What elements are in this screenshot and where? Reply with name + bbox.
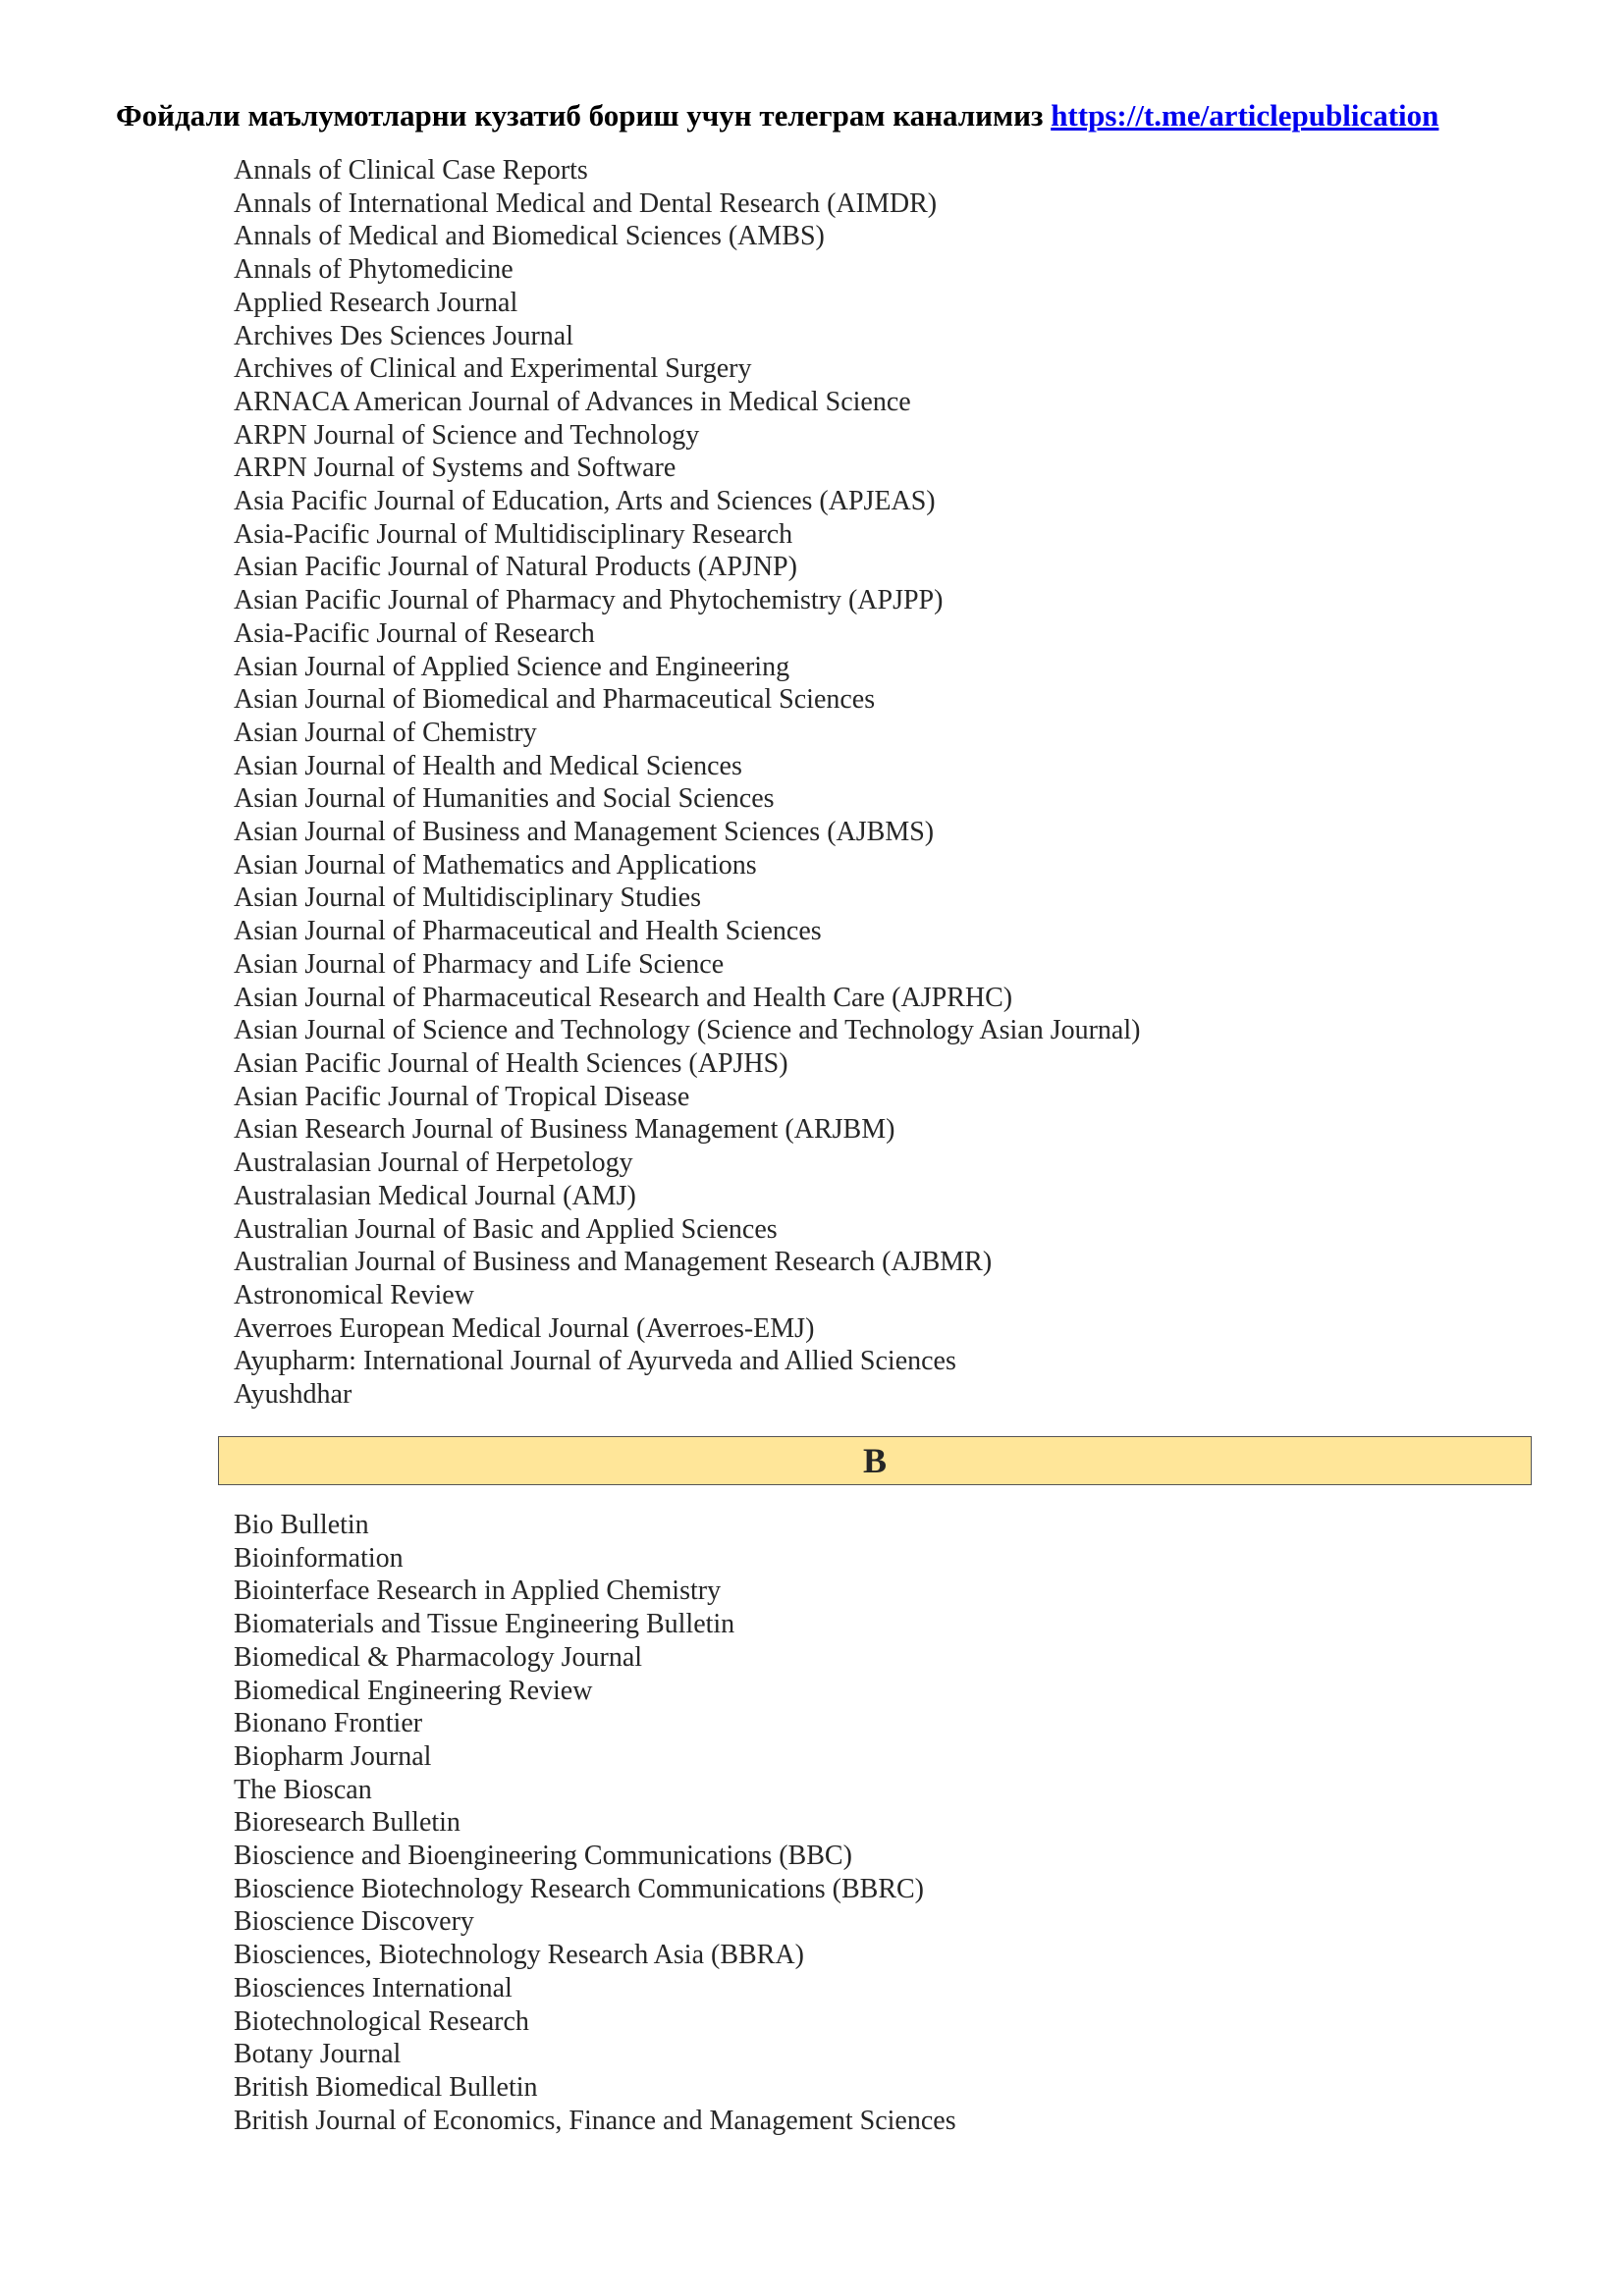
section-header-b	[218, 1436, 1532, 1485]
journal-list-item: Asian Journal of Pharmaceutical Research and Health Care (AJPRHC)	[234, 982, 1013, 1013]
journal-list-item: Asian Pacific Journal of Pharmacy and Phytochemistry (APJPP)	[234, 585, 944, 616]
journal-list-item: Asian Journal of Biomedical and Pharmaceutical Sciences	[234, 684, 876, 716]
journal-list-item: Biotechnological Research	[234, 2005, 529, 2037]
journal-list-item: Asia-Pacific Journal of Research	[234, 617, 595, 649]
journal-list-item: Asia-Pacific Journal of Multidisciplinary Research	[234, 518, 793, 550]
journal-list-item: Australasian Journal of Herpetology	[234, 1148, 633, 1179]
journal-list-item: Averroes European Medical Journal (Averroes-EMJ)	[234, 1312, 815, 1344]
journal-list-item: ARNACA American Journal of Advances in Medical Science	[234, 386, 911, 417]
journal-list-item: Asian Journal of Humanities and Social Sciences	[234, 783, 775, 815]
journal-list-item: Asian Journal of Health and Medical Sciences	[234, 750, 742, 781]
journal-list-item: Asian Journal of Applied Science and Engineering	[234, 651, 790, 682]
page-header	[116, 94, 1559, 137]
journal-list-item: Asian Journal of Mathematics and Applications	[234, 849, 757, 881]
journal-list-item: Biopharm Journal	[234, 1740, 432, 1772]
journal-list-item: Asia Pacific Journal of Education, Arts and Sciences (APJEAS)	[234, 486, 936, 517]
journal-list-item: ARPN Journal of Systems and Software	[234, 453, 677, 484]
journal-list-item: Asian Pacific Journal of Health Sciences (APJHS)	[234, 1047, 788, 1079]
telegram-channel-link[interactable]: https://t.me/articlepublication	[1051, 98, 1439, 133]
journal-list-item: Bio Bulletin	[234, 1510, 369, 1540]
journal-list-item: Bioscience Biotechnology Research Communications (BBRC)	[234, 1873, 924, 1904]
journal-list-item: Biointerface Research in Applied Chemistry	[234, 1575, 722, 1607]
journal-list-item: Applied Research Journal	[234, 287, 518, 318]
journal-list-item: Asian Journal of Pharmaceutical and Health Sciences	[234, 916, 822, 947]
journal-list-item: Asian Journal of Pharmacy and Life Science	[234, 948, 725, 980]
journal-list-item: Annals of Clinical Case Reports	[234, 155, 588, 186]
journal-list-item: Bioinformation	[234, 1542, 404, 1574]
section-letter: B	[862, 1441, 887, 1480]
journal-list-item: Asian Pacific Journal of Tropical Disease	[234, 1081, 690, 1112]
journal-list-item: Annals of Medical and Biomedical Sciences (AMBS)	[234, 221, 825, 252]
journal-list-item: Asian Research Journal of Business Management (ARJBM)	[234, 1114, 895, 1146]
journal-list-item: Bioresearch Bulletin	[234, 1807, 460, 1839]
journal-list-item: Australian Journal of Business and Management Research (AJBMR)	[234, 1247, 993, 1278]
journal-list-item: The Bioscan	[234, 1774, 372, 1805]
journal-list-item: Ayupharm: International Journal of Ayurveda and Allied Sciences	[234, 1346, 956, 1377]
journal-list-b	[234, 1509, 956, 2137]
journal-list-item: Australian Journal of Basic and Applied Sciences	[234, 1213, 778, 1245]
journal-list-item: Biosciences International	[234, 1972, 513, 2003]
journal-list-item: Annals of International Medical and Dental Research (AIMDR)	[234, 187, 938, 219]
journal-list-item: ARPN Journal of Science and Technology	[234, 419, 700, 451]
journal-list-item: Asian Journal of Science and Technology (Science and Technology Asian Journal)	[234, 1015, 1141, 1046]
journal-list-item: Archives Des Sciences Journal	[234, 320, 574, 351]
journal-list-item: Ayushdhar	[234, 1379, 352, 1411]
journal-list-item: Botany Journal	[234, 2039, 402, 2070]
journal-list-item: Bioscience and Bioengineering Communications (BBC)	[234, 1841, 852, 1872]
journal-list-item: Astronomical Review	[234, 1279, 474, 1310]
journal-list-item: Asian Journal of Business and Management Sciences (AJBMS)	[234, 817, 935, 848]
journal-list-item: Australasian Medical Journal (AMJ)	[234, 1180, 636, 1211]
journal-list-item: Biomedical & Pharmacology Journal	[234, 1641, 643, 1673]
journal-list-item: Bioscience Discovery	[234, 1906, 474, 1938]
journal-list-item: Biosciences, Biotechnology Research Asia (BBRA)	[234, 1940, 804, 1971]
journal-list-item: Asian Journal of Multidisciplinary Studies	[234, 882, 701, 914]
journal-list-item: Annals of Phytomedicine	[234, 254, 514, 286]
journal-list-item: Biomaterials and Tissue Engineering Bulletin	[234, 1609, 735, 1640]
journal-list-item: Archives of Clinical and Experimental Surgery	[234, 353, 752, 385]
journal-list-item: Biomedical Engineering Review	[234, 1675, 593, 1706]
header-text: Фойдали маълумотларни кузатиб бориш учун телеграм каналимиз	[116, 98, 1044, 133]
journal-list-a	[234, 154, 1140, 1412]
journal-list-item: Asian Journal of Chemistry	[234, 717, 537, 748]
journal-list-item: British Biomedical Bulletin	[234, 2071, 538, 2103]
journal-list-item: Asian Pacific Journal of Natural Products (APJNP)	[234, 552, 797, 583]
journal-list-item: Bionano Frontier	[234, 1708, 423, 1739]
journal-list-item: British Journal of Economics, Finance and Management Sciences	[234, 2105, 956, 2136]
